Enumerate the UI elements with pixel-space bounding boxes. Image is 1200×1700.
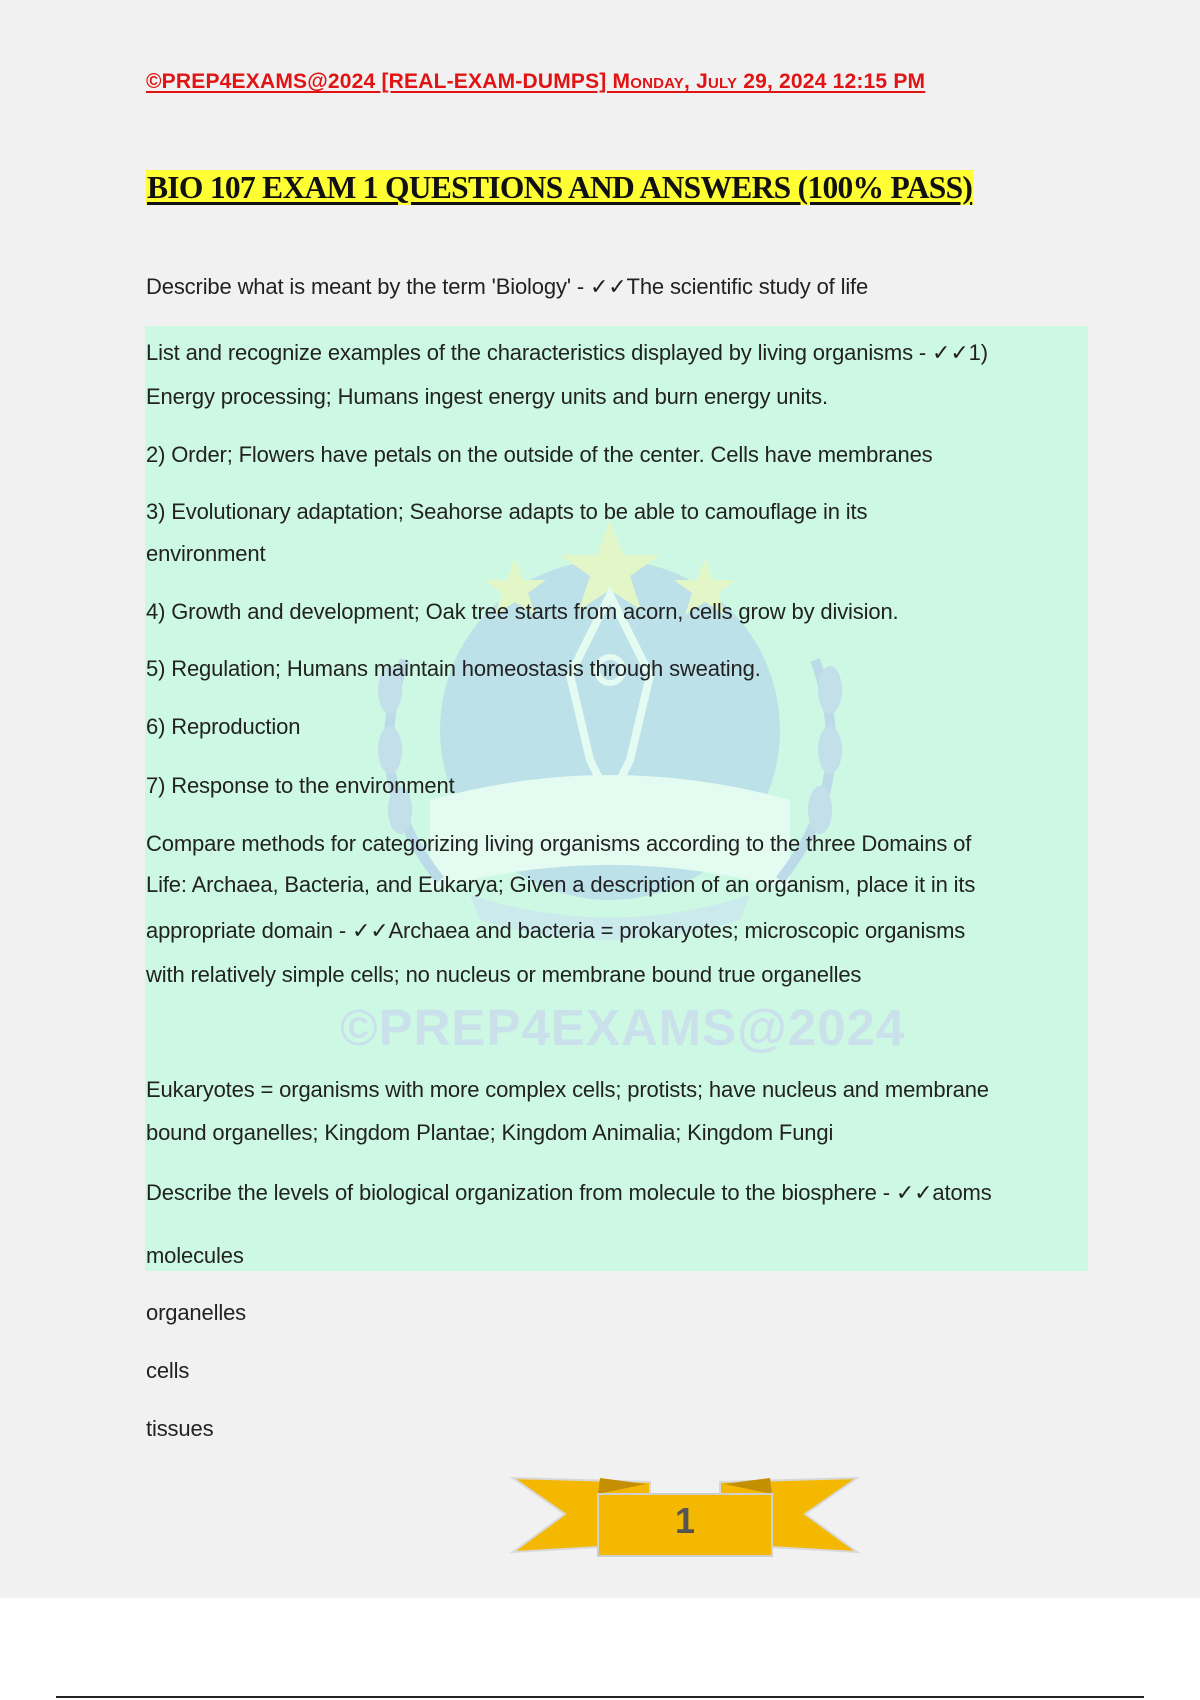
qa-line: List and recognize examples of the characteristics displayed by living organisms - ✓✓1) (146, 340, 988, 365)
qa-line: molecules (146, 1243, 244, 1268)
watermark-text: ©PREP4EXAMS@2024 (340, 999, 906, 1056)
qa-line: 7) Response to the environment (146, 773, 455, 798)
qa-line: with relatively simple cells; no nucleus or membrane bound true organelles (146, 962, 862, 987)
qa-line: appropriate domain - ✓✓Archaea and bacteria = prokaryotes; microscopic organisms (146, 918, 966, 943)
qa-line: Compare methods for categorizing living organisms according to the three Domains of (146, 831, 972, 856)
qa-line: 5) Regulation; Humans maintain homeostasis through sweating. (146, 656, 761, 681)
qa-line: tissues (146, 1416, 214, 1441)
header-datetime: Monday, July 29, 2024 12:15 PM (612, 70, 926, 93)
qa-line: 4) Growth and development; Oak tree starts from acorn, cells grow by division. (146, 599, 899, 624)
qa-line: 6) Reproduction (146, 714, 301, 739)
qa-line: organelles (146, 1300, 247, 1325)
document-title (146, 170, 973, 206)
footer-rule (56, 1696, 1144, 1698)
qa-line: Energy processing; Humans ingest energy units and burn energy units. (146, 384, 828, 409)
qa-line: cells (146, 1358, 190, 1383)
qa-line: 3) Evolutionary adaptation; Seahorse adapts to be able to camouflage in its (146, 499, 868, 524)
qa-line: 2) Order; Flowers have petals on the outside of the center. Cells have membranes (146, 442, 933, 467)
qa-line: Life: Archaea, Bacteria, and Eukarya; Given a description of an organism, place it in its (146, 872, 976, 897)
qa-line: Eukaryotes = organisms with more complex cells; protists; have nucleus and membrane (146, 1077, 989, 1102)
header-source: ©PREP4EXAMS@2024 [REAL-EXAM-DUMPS] (146, 70, 613, 93)
qa-line: bound organelles; Kingdom Plantae; Kingdom Animalia; Kingdom Fungi (146, 1120, 834, 1145)
qa-line: Describe what is meant by the term 'Biology' - ✓✓The scientific study of life (146, 274, 869, 299)
page-number: 1 (674, 1500, 696, 1541)
qa-line: environment (146, 541, 266, 566)
document-title-text: BIO 107 EXAM 1 QUESTIONS AND ANSWERS (100% PASS) (147, 170, 973, 205)
qa-line: Describe the levels of biological organization from molecule to the biosphere - ✓✓atoms (146, 1180, 992, 1205)
page-header (146, 70, 1086, 94)
